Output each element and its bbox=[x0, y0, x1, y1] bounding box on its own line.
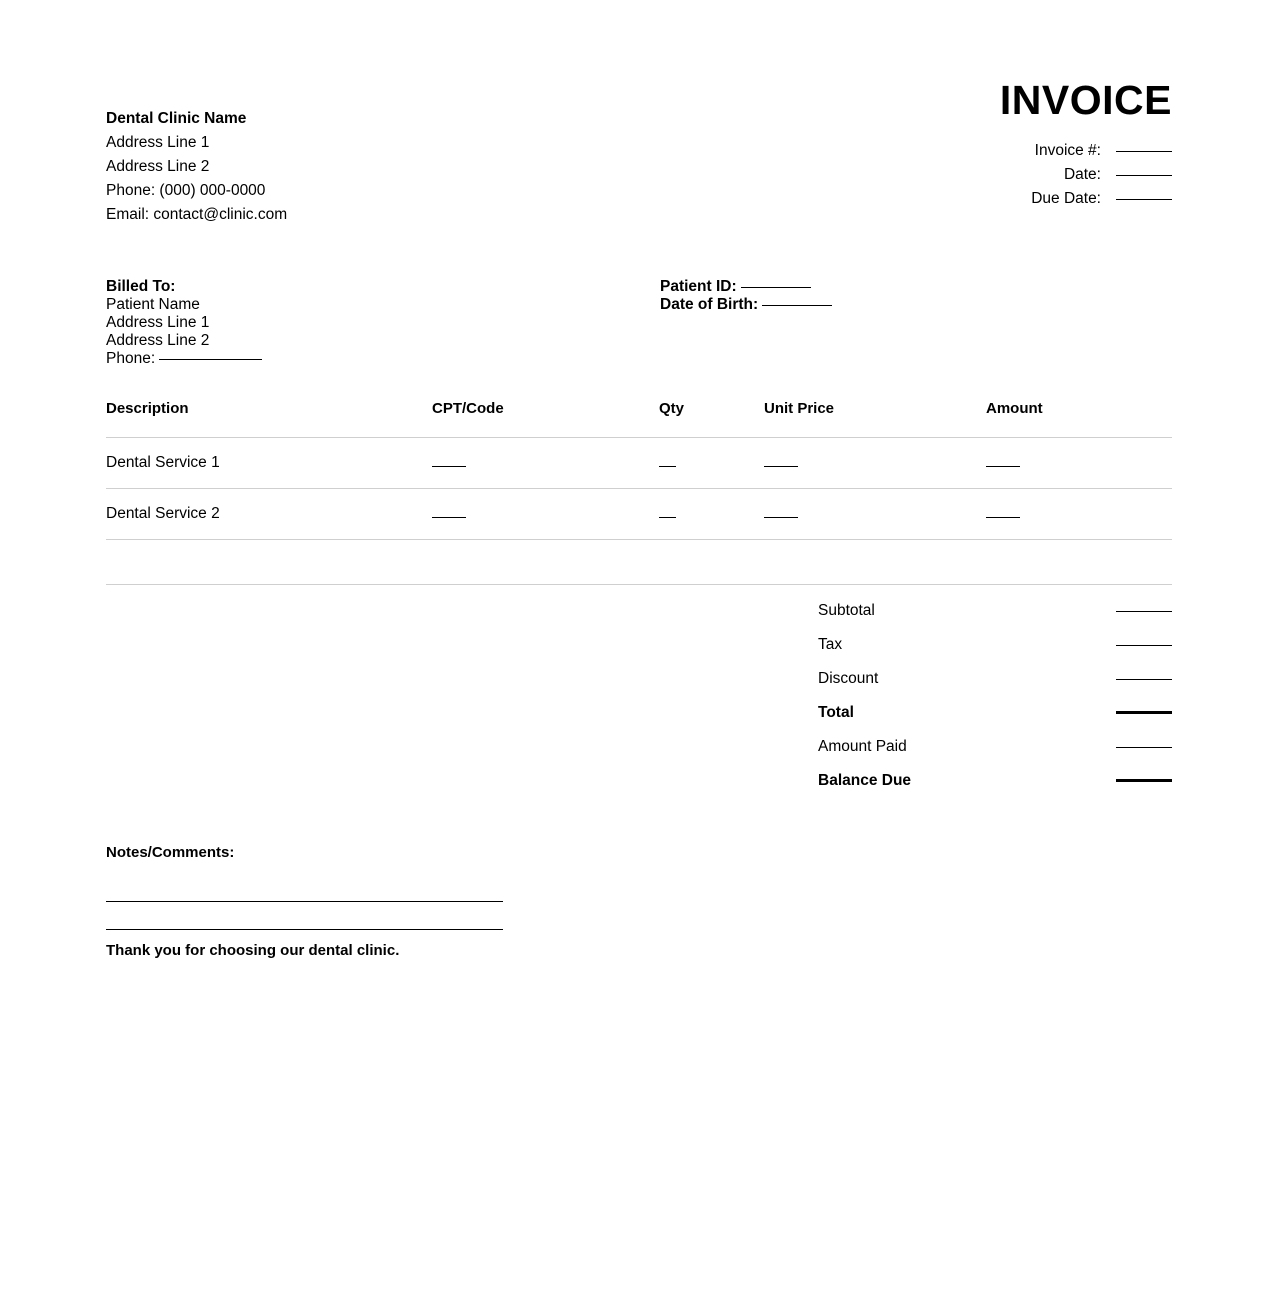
invoice-date-field[interactable] bbox=[1116, 175, 1172, 176]
totals-row-subtotal bbox=[818, 602, 1172, 636]
cell-unit-price bbox=[764, 438, 986, 489]
invoice-meta-block bbox=[872, 139, 1172, 211]
cell-amount bbox=[986, 540, 1172, 585]
clinic-info-block bbox=[106, 107, 287, 227]
column-header-unit-price: Unit Price bbox=[764, 400, 986, 438]
thank-you-message: Thank you for choosing our dental clinic. bbox=[106, 942, 400, 959]
code-field[interactable] bbox=[432, 466, 466, 467]
cell-code bbox=[432, 438, 659, 489]
billed-to-address-line-2: Address Line 2 bbox=[106, 332, 210, 349]
invoice-due-date-field[interactable] bbox=[1116, 199, 1172, 200]
patient-id-label: Patient ID: bbox=[660, 278, 737, 295]
invoice-due-date-row bbox=[872, 187, 1172, 211]
table-header bbox=[106, 400, 1172, 438]
balance-due-field[interactable] bbox=[1116, 779, 1172, 782]
totals-row-total bbox=[818, 704, 1172, 738]
invoice-number-field[interactable] bbox=[1116, 151, 1172, 152]
clinic-email: Email: contact@clinic.com bbox=[106, 206, 288, 223]
table-row bbox=[106, 540, 1172, 585]
cell-unit-price bbox=[764, 489, 986, 540]
clinic-name: Dental Clinic Name bbox=[106, 110, 247, 127]
cell-description bbox=[106, 540, 432, 585]
discount-field[interactable] bbox=[1116, 679, 1172, 680]
column-header-description: Description bbox=[106, 400, 432, 438]
tax-field[interactable] bbox=[1116, 645, 1172, 646]
unit-price-field[interactable] bbox=[764, 466, 798, 467]
notes-line-2[interactable] bbox=[106, 902, 503, 930]
patient-info-block bbox=[660, 278, 832, 314]
unit-price-field[interactable] bbox=[764, 517, 798, 518]
patient-id-row bbox=[660, 278, 832, 296]
clinic-phone: Phone: (000) 000-0000 bbox=[106, 182, 266, 199]
cell-code bbox=[432, 489, 659, 540]
discount-label: Discount bbox=[818, 670, 879, 687]
billed-to-phone-label: Phone: bbox=[106, 350, 156, 367]
column-header-qty: Qty bbox=[659, 400, 764, 438]
subtotal-field[interactable] bbox=[1116, 611, 1172, 612]
cell-unit-price bbox=[764, 540, 986, 585]
subtotal-label: Subtotal bbox=[818, 602, 875, 619]
line-items-table bbox=[106, 400, 1172, 585]
balance-due-label: Balance Due bbox=[818, 772, 912, 789]
invoice-date-label: Date: bbox=[1063, 166, 1101, 183]
table-row bbox=[106, 489, 1172, 540]
amount-field[interactable] bbox=[986, 517, 1020, 518]
patient-dob-field[interactable] bbox=[762, 305, 832, 306]
patient-id-field[interactable] bbox=[741, 287, 811, 288]
billed-to-address-line-1: Address Line 1 bbox=[106, 314, 210, 331]
amount-paid-field[interactable] bbox=[1116, 747, 1172, 748]
page-title: INVOICE bbox=[999, 77, 1172, 123]
patient-dob-label: Date of Birth: bbox=[660, 296, 759, 313]
invoice-number-label: Invoice #: bbox=[1034, 142, 1101, 159]
invoice-date-row bbox=[872, 163, 1172, 187]
billed-to-block bbox=[106, 278, 262, 368]
amount-paid-label: Amount Paid bbox=[818, 738, 907, 755]
totals-row-amount-paid bbox=[818, 738, 1172, 772]
cell-description: Dental Service 1 bbox=[106, 438, 432, 489]
cell-qty bbox=[659, 489, 764, 540]
notes-line-1[interactable] bbox=[106, 874, 503, 902]
table-body bbox=[106, 438, 1172, 585]
total-label: Total bbox=[818, 704, 854, 721]
billed-to-heading: Billed To: bbox=[106, 278, 176, 295]
cell-amount bbox=[986, 438, 1172, 489]
table-row bbox=[106, 438, 1172, 489]
column-header-amount: Amount bbox=[986, 400, 1172, 438]
billed-to-phone-field[interactable] bbox=[159, 359, 262, 360]
qty-field[interactable] bbox=[659, 517, 676, 518]
clinic-address-line-1: Address Line 1 bbox=[106, 134, 210, 151]
notes-block bbox=[106, 844, 506, 930]
tax-label: Tax bbox=[818, 636, 843, 653]
cell-code bbox=[432, 540, 659, 585]
patient-dob-row bbox=[660, 296, 832, 314]
cell-qty bbox=[659, 540, 764, 585]
table-header-row bbox=[106, 400, 1172, 438]
cell-qty bbox=[659, 438, 764, 489]
clinic-address-line-2: Address Line 2 bbox=[106, 158, 210, 175]
billed-to-patient-name: Patient Name bbox=[106, 296, 200, 313]
totals-row-balance-due bbox=[818, 772, 1172, 806]
totals-row-tax bbox=[818, 636, 1172, 670]
totals-row-discount bbox=[818, 670, 1172, 704]
invoice-number-row bbox=[872, 139, 1172, 163]
notes-heading: Notes/Comments: bbox=[106, 844, 235, 861]
column-header-code: CPT/Code bbox=[432, 400, 659, 438]
cell-amount bbox=[986, 489, 1172, 540]
qty-field[interactable] bbox=[659, 466, 676, 467]
cell-description: Dental Service 2 bbox=[106, 489, 432, 540]
total-field[interactable] bbox=[1116, 711, 1172, 714]
invoice-due-date-label: Due Date: bbox=[1031, 190, 1101, 207]
billed-to-phone-row bbox=[106, 350, 262, 368]
code-field[interactable] bbox=[432, 517, 466, 518]
totals-block bbox=[818, 602, 1172, 806]
amount-field[interactable] bbox=[986, 466, 1020, 467]
